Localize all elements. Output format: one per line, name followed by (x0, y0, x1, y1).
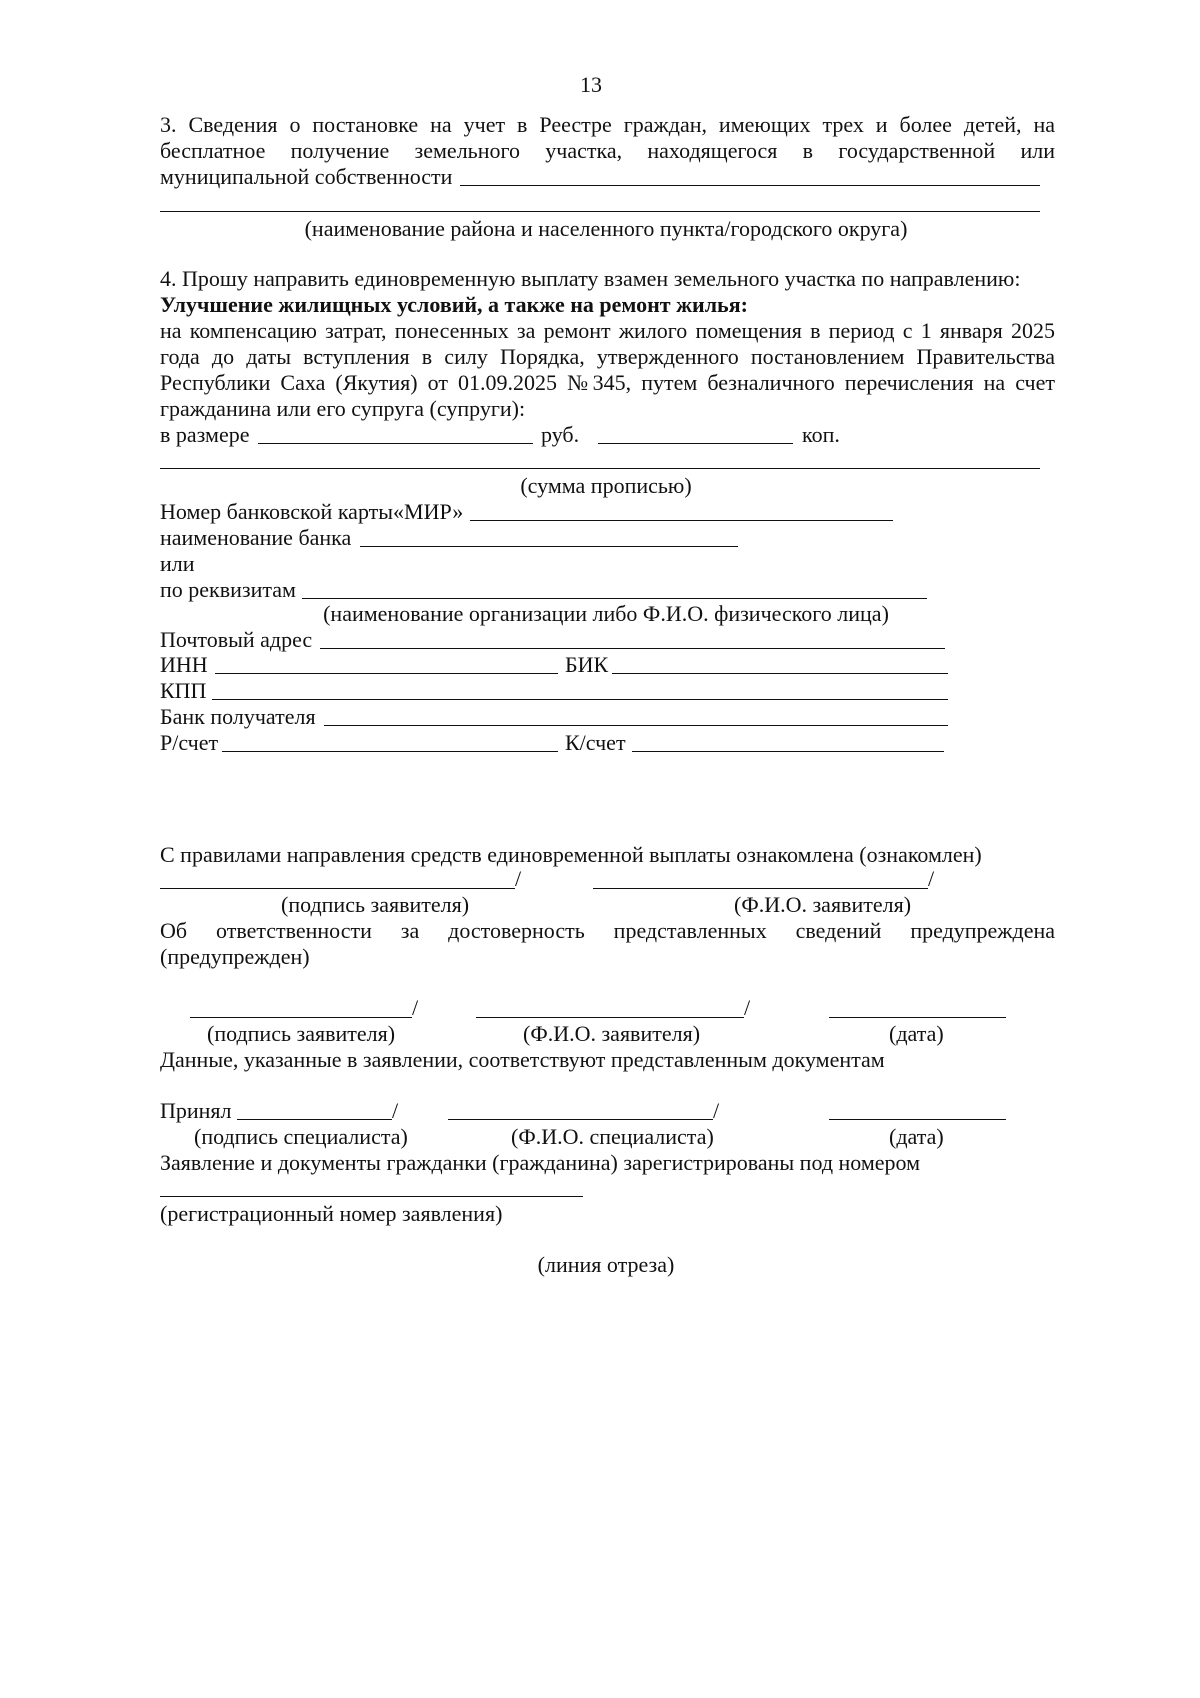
applicant-signature-blank-1[interactable] (160, 888, 515, 889)
or-label: или (160, 551, 195, 576)
section4-p1: на компенсацию затрат, понесенных за ремонт жилого помещения в период с 1 января 2025 (160, 318, 1055, 343)
applicant-fio-blank-1[interactable] (593, 888, 928, 889)
bank-recipient-blank[interactable] (324, 725, 948, 726)
responsibility-line2: (предупрежден) (160, 944, 310, 969)
slash-3: / (412, 995, 419, 1020)
bik-blank[interactable] (612, 673, 948, 674)
amount-words-blank[interactable] (160, 468, 1040, 469)
bank-name-label: наименование банка (160, 525, 352, 550)
kop-label: коп. (802, 422, 840, 447)
section3-blank-2[interactable] (160, 211, 1040, 212)
date-caption-1: (дата) (889, 1021, 944, 1046)
specialist-signature-blank[interactable] (237, 1119, 392, 1120)
responsibility-line1: Об ответственности за достоверность представленных сведений предупреждена (160, 918, 1055, 943)
section3-line1: 3. Сведения о постановке на учет в Реестре граждан, имеющих трех и более детей, на (160, 112, 1055, 137)
data-match-text: Данные, указанные в заявлении, соответствуют представленным документам (160, 1047, 885, 1072)
bank-recipient-label: Банк получателя (160, 704, 316, 729)
requisites-label: по реквизитам (160, 577, 296, 602)
section3-caption: (наименование района и населенного пункта/городского округа) (304, 216, 908, 241)
applicant-fio-caption-1: (Ф.И.О. заявителя) (734, 892, 912, 917)
registration-number-caption: (регистрационный номер заявления) (160, 1201, 503, 1226)
kschet-blank[interactable] (632, 751, 944, 752)
bik-label: БИК (565, 652, 609, 677)
kpp-label: КПП (160, 678, 207, 703)
applicant-signature-blank-2[interactable] (190, 1017, 412, 1018)
section4-p2: года до даты вступления в силу Порядка, утвержденного постановлением Правительства (160, 344, 1055, 369)
section3-blank-1[interactable] (460, 185, 1040, 186)
registered-text: Заявление и документы гражданки (гражданина) зарегистрированы под номером (160, 1150, 921, 1175)
section4-line1: 4. Прошу направить единовременную выплату взамен земельного участка по направлению: (160, 266, 1021, 291)
card-number-blank[interactable] (470, 520, 893, 521)
specialist-fio-blank[interactable] (448, 1119, 713, 1120)
rschet-blank[interactable] (222, 751, 558, 752)
applicant-fio-blank-2[interactable] (476, 1017, 744, 1018)
kschet-label: К/счет (565, 730, 626, 755)
rschet-label: Р/счет (160, 730, 219, 755)
date-caption-2: (дата) (889, 1124, 944, 1149)
section3-line3: муниципальной собственности (160, 164, 453, 189)
specialist-signature-caption: (подпись специалиста) (194, 1124, 408, 1149)
section4-heading: Улучшение жилищных условий, а также на ремонт жилья: (160, 292, 748, 317)
bank-name-blank[interactable] (360, 546, 738, 547)
postal-blank[interactable] (320, 648, 945, 649)
rules-text: С правилами направления средств единовременной выплаты ознакомлена (ознакомлен) (160, 842, 982, 867)
amount-caption: (сумма прописью) (520, 473, 692, 498)
cut-line-label: (линия отреза) (537, 1252, 675, 1277)
amount-kop-blank[interactable] (598, 443, 793, 444)
date-blank-1[interactable] (829, 1017, 1006, 1018)
slash-1: / (515, 866, 522, 891)
applicant-fio-caption-2: (Ф.И.О. заявителя) (523, 1021, 701, 1046)
kpp-blank[interactable] (212, 699, 948, 700)
slash-2: / (928, 866, 935, 891)
applicant-signature-caption-2: (подпись заявителя) (207, 1021, 396, 1046)
registration-number-blank[interactable] (160, 1196, 583, 1197)
slash-4: / (744, 995, 751, 1020)
specialist-fio-caption: (Ф.И.О. специалиста) (511, 1124, 714, 1149)
section3-line2: бесплатное получение земельного участка, находящегося в государственной или (160, 138, 1055, 163)
inn-blank[interactable] (215, 673, 558, 674)
section4-p3: Республики Саха (Якутия) от 01.09.2025 №345, путем безналичного перечисления на счет (160, 370, 1055, 395)
requisites-caption: (наименование организации либо Ф.И.О. физического лица) (323, 601, 889, 626)
postal-label: Почтовый адрес (160, 627, 313, 652)
page-number: 13 (580, 72, 602, 97)
amount-rub-blank[interactable] (258, 443, 533, 444)
applicant-signature-caption-1: (подпись заявителя) (281, 892, 470, 917)
inn-label: ИНН (160, 652, 208, 677)
amount-label: в размере (160, 422, 250, 447)
slash-5: / (392, 1098, 399, 1123)
rub-label: руб. (541, 422, 580, 447)
accepted-label: Принял (160, 1098, 232, 1123)
section4-p4: гражданина или его супруга (супруги): (160, 396, 526, 421)
date-blank-2[interactable] (829, 1119, 1006, 1120)
card-label: Номер банковской карты«МИР» (160, 499, 464, 524)
requisites-blank[interactable] (302, 598, 927, 599)
slash-6: / (713, 1098, 720, 1123)
